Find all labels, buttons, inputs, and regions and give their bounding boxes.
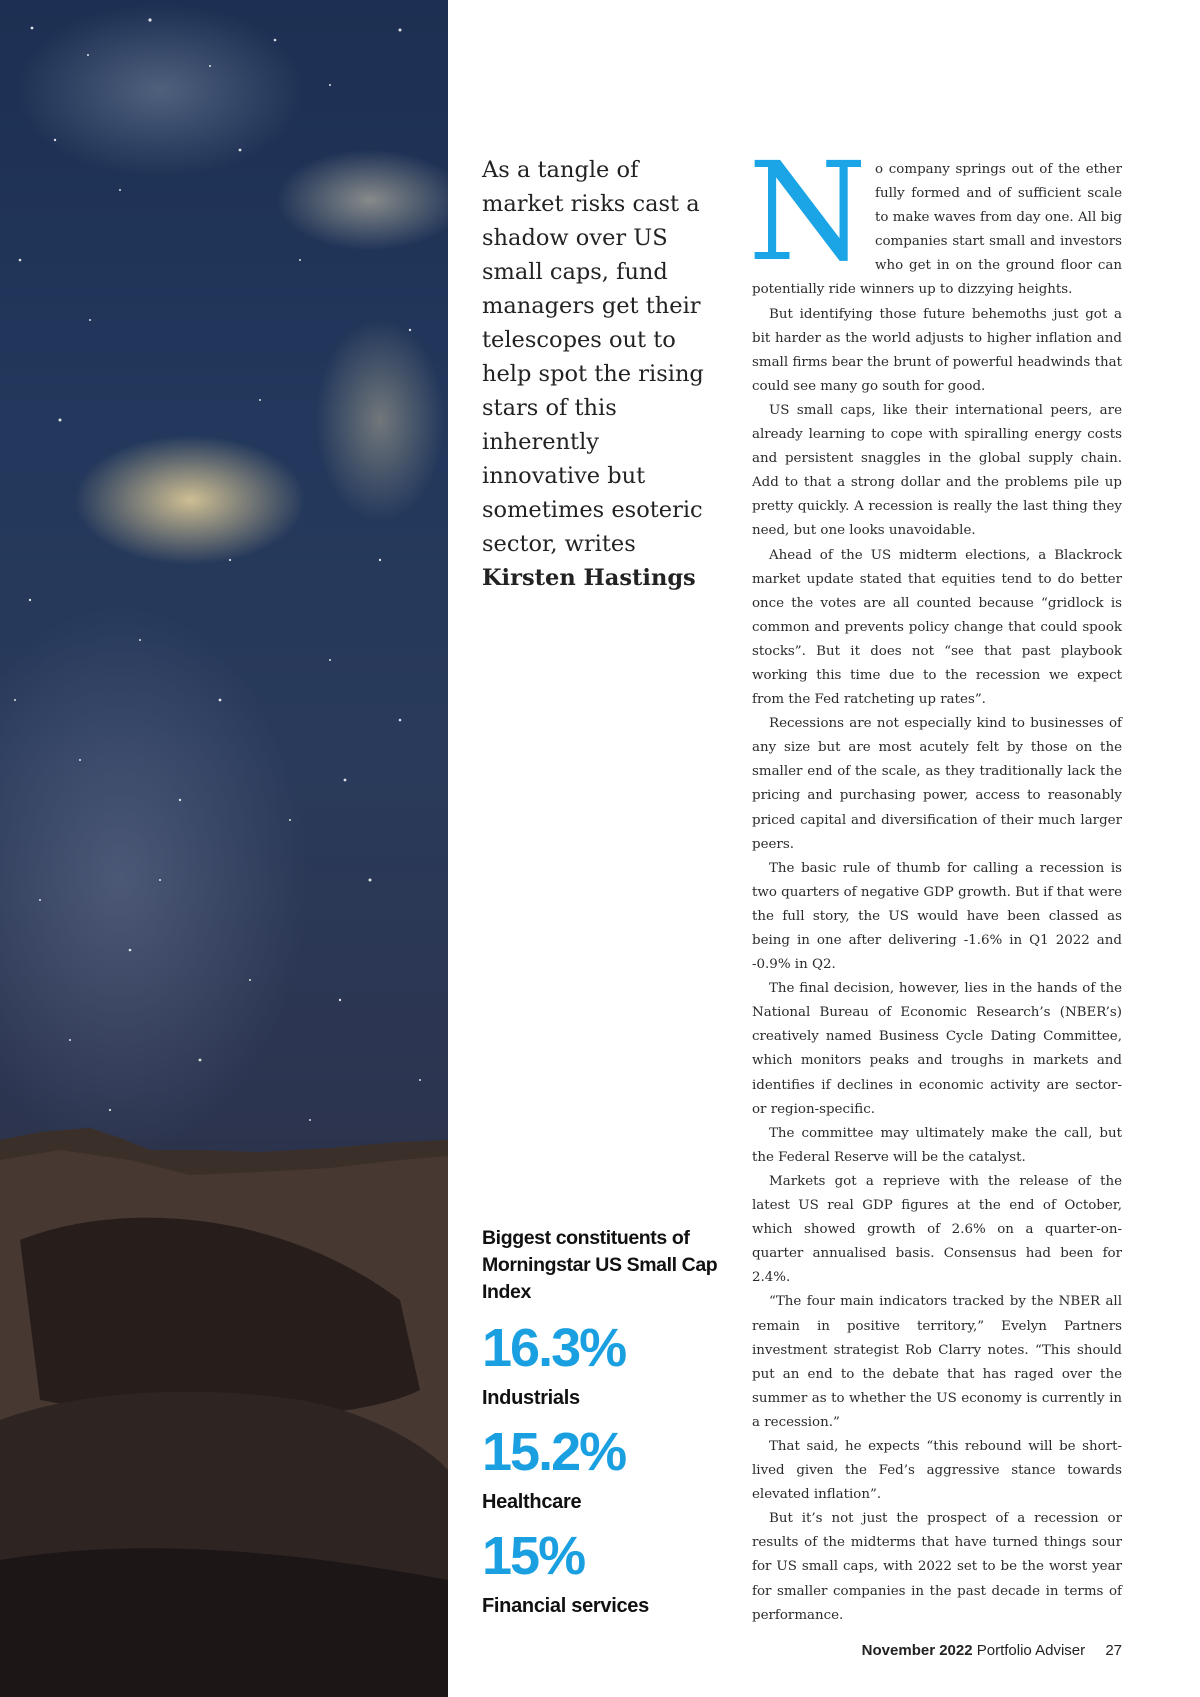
stat-label: Healthcare xyxy=(482,1491,582,1513)
standfirst xyxy=(482,153,722,595)
night-sky-photo xyxy=(0,0,448,1697)
page-footer xyxy=(862,1642,1122,1659)
index-constituents-box xyxy=(482,1225,722,1620)
publication-name: Portfolio Adviser xyxy=(976,1642,1086,1659)
stars xyxy=(14,18,421,1121)
stat-value: 16.3% xyxy=(482,1318,626,1378)
article-paragraph: Ahead of the US midterm elections, a Blackrock market update stated that equities tend to do better once the votes are all counted because “gridlock is common and prevents policy change that could spook stocks”. But it does not “see that past playbook working this time due to the recession we expect from the Fed ratcheting up rates”. xyxy=(752,547,1122,708)
stat-label: Financial services xyxy=(482,1595,649,1617)
author-byline: Kirsten Hastings xyxy=(482,565,696,591)
page-number: 27 xyxy=(1105,1642,1122,1659)
article-paragraph: That said, he expects “this rebound will be short-lived given the Fed’s aggressive stance towards elevated inflation”. xyxy=(752,1438,1122,1503)
article-paragraph: Markets got a reprieve with the release of the latest US real GDP figures at the end of October, which showed growth of 2.6% on a quarter-on-quarter annualised basis. Consensus had been for 2.4%. xyxy=(752,1173,1122,1286)
article-paragraph: The basic rule of thumb for calling a recession is two quarters of negative GDP growth. But if that were the full story, the US would have been classed as being in one after delivering -1.6% in Q1 2022 and -0.9% in Q2. xyxy=(752,860,1123,973)
stats-title: Biggest constituents of Morningstar US Small Cap Index xyxy=(482,1227,718,1303)
stat-value: 15.2% xyxy=(482,1422,626,1482)
standfirst-text: As a tangle of market risks cast a shadow over US small caps, fund managers get their telescopes out to help spot the rising stars of this inherently innovative but sometimes esoteric sector, writes xyxy=(482,157,704,557)
article-paragraph: The committee may ultimately make the call, but the Federal Reserve will be the catalyst. xyxy=(752,1125,1122,1165)
article-paragraph: US small caps, like their international peers, are already learning to cope with spiralling energy costs and persistent snaggles in the global supply chain. Add to that a strong dollar and the problems pile up pretty quickly. A recession is really the last thing they need, but one looks unavoidable. xyxy=(752,402,1122,539)
article-paragraph: The final decision, however, lies in the hands of the National Bureau of Economic Research’s (NBER’s) creatively named Business Cycle Dating Committee, which monitors peaks and troughs in markets and identifies if declines in economic activity are sector- or region-specific. xyxy=(752,981,1122,1117)
article-paragraph: “The four main indicators tracked by the NBER all remain in positive territory,” Evelyn Partners investment strategist Rob Clarry notes. “This should put an end to the debate that has raged over the summer as to whether the US economy is currently in a recession.” xyxy=(752,1294,1122,1430)
drop-cap: N xyxy=(748,134,867,292)
article-body xyxy=(748,134,1123,1628)
article-paragraph: Recessions are not especially kind to businesses of any size but are most acutely felt by those on the smaller end of the scale, as they traditionally lack the pricing and purchasing power, access to reasonably priced capital and diversification of their much larger peers. xyxy=(752,716,1122,852)
article-paragraph: But it’s not just the prospect of a recession or results of the midterms that have turned things sour for US small caps, with 2022 set to be the worst year for smaller companies in the past decade in terms of performance. xyxy=(752,1511,1122,1623)
stat-value: 15% xyxy=(482,1526,585,1586)
article-paragraph: o company springs out of the ether fully formed and of sufficient scale to make waves from day one. All big companies start small and investors who get in on the ground floor can potentially ride winners up to dizzying heights. xyxy=(752,162,1122,298)
stat-label: Industrials xyxy=(482,1387,580,1409)
issue-date: November 2022 xyxy=(861,1642,973,1659)
rock-silhouette xyxy=(0,0,448,1697)
article-paragraph: But identifying those future behemoths just got a bit harder as the world adjusts to higher inflation and small firms bear the brunt of powerful headwinds that could see many go south for good. xyxy=(752,306,1122,394)
